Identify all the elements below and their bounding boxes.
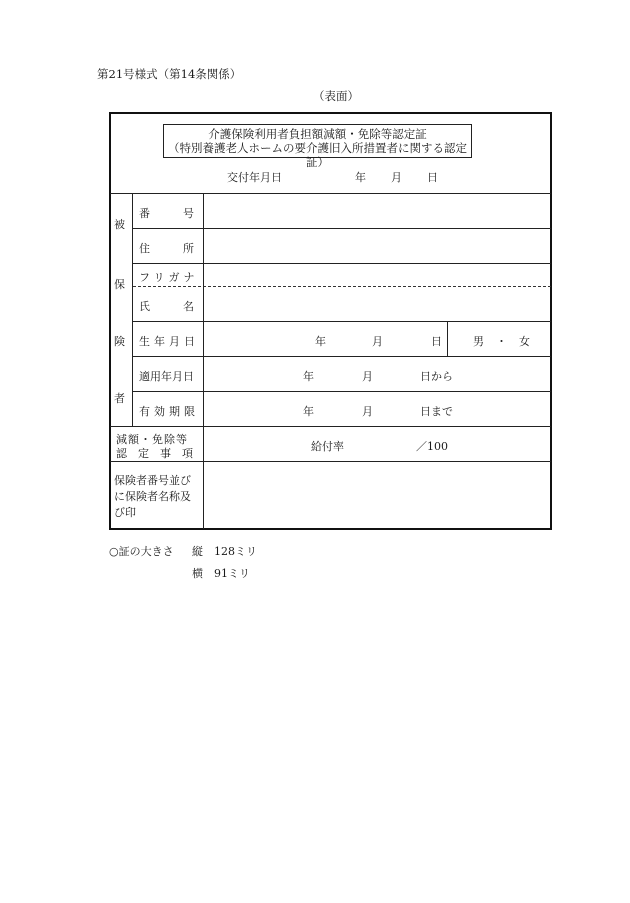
birth-year-unit: 年	[315, 335, 326, 348]
number-label: 番 号	[139, 207, 194, 220]
size-note-width-dim: 横	[192, 567, 203, 580]
grid-line	[110, 426, 551, 427]
birth-date-label: 生年月日	[139, 335, 199, 348]
valid-until-label: 有効期限	[139, 405, 199, 418]
insured-group-char: 保	[114, 278, 125, 291]
applied-year-unit: 年	[303, 370, 314, 383]
address-label: 住 所	[139, 242, 194, 255]
size-note-height-value: 128ミリ	[214, 545, 257, 558]
insured-group-char: 険	[114, 335, 125, 348]
form-number-label: 第21号様式（第14条関係）	[97, 67, 242, 81]
grid-line	[133, 228, 551, 229]
benefit-rate-label: 給付率	[311, 440, 344, 453]
name-label: 氏 名	[139, 300, 194, 313]
grid-line	[110, 193, 551, 194]
insurer-label-line3: び印	[114, 506, 136, 519]
size-note-height-dim: 縦	[192, 545, 203, 558]
reduction-label-line1: 減額・免除等	[116, 433, 188, 446]
certificate-title: 介護保険利用者負担額減額・免除等認定証	[208, 127, 427, 141]
insurer-label	[114, 473, 191, 521]
applied-month-unit: 月	[362, 370, 373, 383]
certificate-subtitle: （特別養護老人ホームの要介護旧入所措置者に関する認定証）	[168, 141, 467, 169]
size-note-width-value: 91ミリ	[214, 567, 250, 580]
birth-day-unit: 日	[431, 335, 442, 348]
insurer-label-line2: に保険者名称及	[114, 490, 191, 503]
furigana-dash-line	[133, 286, 551, 287]
grid-line	[133, 356, 551, 357]
certificate-title-box	[163, 124, 472, 169]
grid-line	[133, 391, 551, 392]
sex-female-label: 女	[519, 335, 530, 348]
grid-line	[203, 193, 204, 529]
issue-month-unit: 月	[391, 171, 402, 184]
size-note-prefix: ○証の大きさ	[109, 545, 174, 558]
applied-from-unit: 日から	[420, 370, 453, 383]
birth-month-unit: 月	[372, 335, 383, 348]
grid-line	[110, 461, 551, 462]
side-label: （表面）	[313, 89, 359, 103]
reduction-label-line2: 認 定 事 項	[116, 447, 193, 460]
insurer-label-line1: 保険者番号並び	[114, 474, 191, 487]
insured-group-char: 者	[114, 392, 125, 405]
furigana-label: フリガナ	[139, 271, 199, 284]
grid-line	[133, 263, 551, 264]
grid-line	[133, 321, 551, 322]
valid-month-unit: 月	[362, 405, 373, 418]
applied-date-label: 適用年月日	[139, 370, 194, 383]
valid-until-unit: 日まで	[420, 405, 453, 418]
valid-year-unit: 年	[303, 405, 314, 418]
issue-day-unit: 日	[427, 171, 438, 184]
issue-date-label: 交付年月日	[227, 171, 282, 184]
benefit-rate-value: ／100	[416, 440, 448, 453]
insured-group-char: 被	[114, 218, 125, 231]
sex-male-label: 男	[473, 335, 484, 348]
issue-year-unit: 年	[355, 171, 366, 184]
grid-line	[447, 321, 448, 356]
grid-line	[132, 193, 133, 426]
sex-separator: ・	[496, 335, 507, 348]
